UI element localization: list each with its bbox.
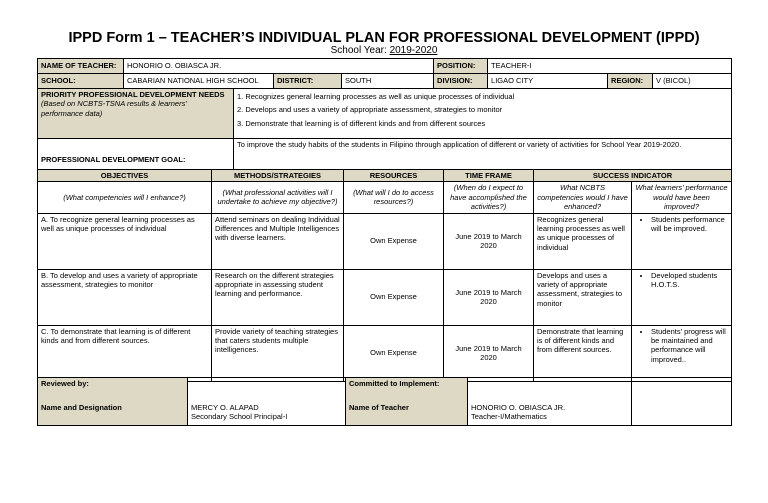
school-label: SCHOOL: [38, 74, 124, 89]
committed-cell [346, 378, 468, 426]
table-row [38, 213, 732, 269]
teacher-info-table [37, 58, 732, 89]
plan-table [37, 169, 732, 382]
priority-goal-table [37, 88, 732, 170]
teacher-name-label: NAME OF TEACHER: [38, 59, 124, 74]
goal-label: PROFESSIONAL DEVELOPMENT GOAL: [38, 139, 234, 170]
objective-cell: A. To recognize general learning processes as well as unique processes of individual [38, 213, 212, 269]
reviewed-label: Reviewed by: [41, 379, 89, 388]
form-title: IPPD Form 1 – TEACHER’S INDIVIDUAL PLAN FOR PROFESSIONAL DEVELOPMENT (IPPD) [68, 30, 700, 46]
learners-cell [632, 213, 732, 269]
district-label: DISTRICT: [274, 74, 342, 89]
priority-needs-label: PRIORITY PROFESSIONAL DEVELOPMENT NEEDS [41, 90, 225, 99]
col-timeframe: TIME FRAME [444, 170, 534, 182]
timeframe-cell: June 2019 to March 2020 [444, 213, 534, 269]
reviewer-title: Secondary School Principal-I [191, 412, 288, 422]
method-cell: Attend seminars on dealing Individual Differences and Multiple Intelligences with diverse learners. [212, 213, 344, 269]
blank-cell [632, 378, 732, 426]
signer-teacher-title: Teacher-I/Mathematics [471, 412, 547, 422]
division-value: LIGAO CITY [488, 74, 608, 89]
region-value: V (BICOL) [653, 74, 732, 89]
goal-text: To improve the study habits of the students in Filipino through application of different or variety of activities for School Year 2019-2020. [234, 139, 732, 170]
timeframe-cell: June 2019 to March 2020 [444, 269, 534, 325]
priority-need: 1. Recognizes general learning processes as well as unique processes of individual [237, 92, 515, 101]
objective-cell: B. To develop and uses a variety of appropriate assessment, strategies to monitor [38, 269, 212, 325]
teacher-name: HONORIO O. OBIASCA JR. [124, 59, 434, 74]
position-label: POSITION: [434, 59, 488, 74]
methods-question: (What professional activities will I undertake to achieve my objective?) [212, 182, 344, 213]
timeframe-cell: June 2019 to March 2020 [444, 325, 534, 381]
learners-cell [632, 269, 732, 325]
col-methods: METHODS/STRATEGIES [212, 170, 344, 182]
priority-needs-cell [38, 89, 234, 139]
committed-label: Committed to Implement: [349, 379, 440, 388]
learners-question: What learners’ performance would have been improved? [632, 182, 732, 213]
name-teacher-label: Name of Teacher [349, 403, 409, 413]
resource-cell: Own Expense [344, 269, 444, 325]
learners-item: • Students’ progress will be maintained and performance will improved.. [651, 327, 728, 365]
division-label: DIVISION: [434, 74, 488, 89]
resource-cell: Own Expense [344, 213, 444, 269]
col-success: SUCCESS INDICATOR [534, 170, 732, 182]
school-year-value: 2019-2020 [389, 45, 438, 56]
name-designation-label: Name and Designation [41, 403, 122, 413]
school-value: CABARIAN NATIONAL HIGH SCHOOL [124, 74, 274, 89]
reviewer-cell [188, 378, 346, 426]
resources-question: (What will I do to access resources?) [344, 182, 444, 213]
table-row [38, 325, 732, 381]
learners-cell [632, 325, 732, 381]
signature-table [37, 377, 732, 426]
reviewer-name: MERCY O. ALAPAD [191, 403, 259, 412]
timeframe-question: (When do I expect to have accomplished the activities?) [444, 182, 534, 213]
resource-cell: Own Expense [344, 325, 444, 381]
objective-cell: C. To demonstrate that learning is of different kinds and from different sources. [38, 325, 212, 381]
method-cell: Research on the different strategies appropriate in assessing student learning and performance. [212, 269, 344, 325]
col-resources: RESOURCES [344, 170, 444, 182]
objectives-question: (What competencies will I enhance?) [38, 182, 212, 213]
learners-item: • Developed students H.O.T.S. [651, 271, 728, 290]
priority-needs-list [234, 89, 732, 139]
teacher-signature-cell [468, 378, 632, 426]
region-label: REGION: [608, 74, 653, 89]
reviewed-cell [38, 378, 188, 426]
district-value: SOUTH [342, 74, 434, 89]
ncbts-question: What NCBTS competencies would I have enhanced? [534, 182, 632, 213]
priority-need: 3. Demonstrate that learning is of different kinds and from different sources [237, 118, 486, 128]
school-year-label: School Year: [330, 45, 387, 56]
method-cell: Provide variety of teaching strategies that caters students multiple intelligences. [212, 325, 344, 381]
priority-need: 2. Develops and uses a variety of appropriate assessment, strategies to monitor [237, 105, 503, 115]
ncbts-cell: Develops and uses a variety of appropriate assessment, strategies to monitor [534, 269, 632, 325]
ncbts-cell: Recognizes general learning processes as well as unique processes of individual [534, 213, 632, 269]
learners-item: • Students performance will be improved. [651, 215, 728, 234]
col-objectives: OBJECTIVES [38, 170, 212, 182]
table-row [38, 269, 732, 325]
signer-teacher-name: HONORIO O. OBIASCA JR. [471, 403, 566, 412]
position-value: TEACHER-I [488, 59, 732, 74]
priority-needs-note: (Based on NCBTS-TSNA results & learners’ performance data) [41, 99, 187, 118]
school-year [0, 45, 768, 56]
ncbts-cell: Demonstrate that learning is of different kinds and from different sources. [534, 325, 632, 381]
